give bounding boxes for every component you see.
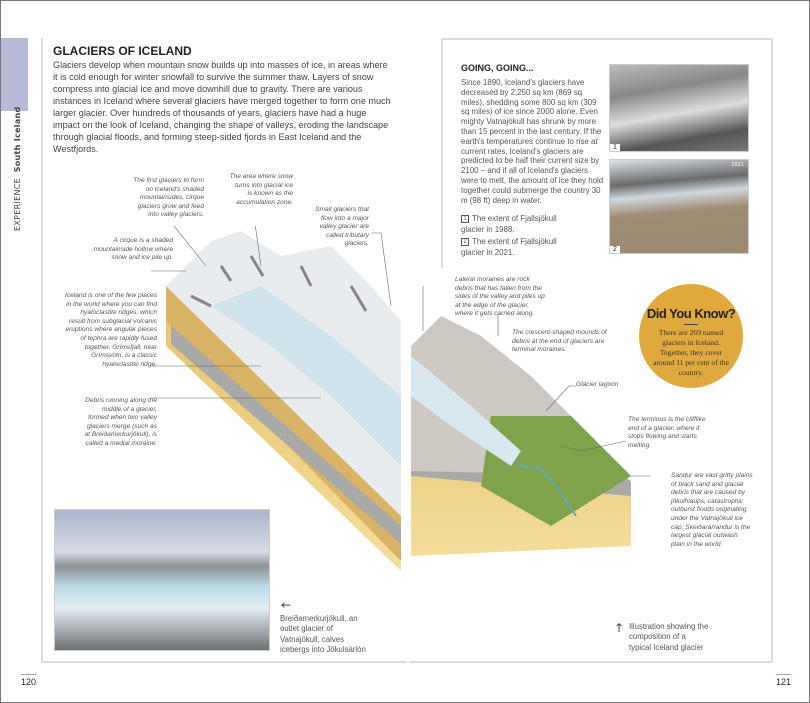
page-title: GLACIERS OF ICELAND — [53, 44, 192, 58]
arrow-left-icon: ← — [281, 598, 292, 612]
photo-year-label: 2021 — [731, 162, 744, 168]
arrow-up-icon: ↑ — [614, 621, 625, 635]
intro-text: Glaciers develop when mountain snow builds up into masses of ice, in areas where it is cold enough for winter snowfall to survive the summer thaw. Layers of snow compress into glacial ice and move downhill due to gravity. There are various instances in Iceland where several glaciers have merged together to form one much larger glacier. Over hundreds of thousands of years, glaciers have had a huge impact on the look of Iceland, changing the shape of valleys, eroding the landscape through glacial floods, and forming steep-sided fjords in East Iceland and the Westfjords. — [53, 60, 391, 154]
photo-number-2: 2 — [610, 246, 620, 253]
section-place: South Iceland — [13, 106, 22, 173]
page-number-left: 120 — [21, 674, 36, 687]
annotation-terminus: The terminus is the clifflike end of a glacier, where it stops flowing and starts melting. — [628, 416, 706, 449]
caption-text-1: The extent of Fjallsjökull glacier in 1988. — [461, 214, 557, 234]
annotation-sandur: Sandur are vast gritty plains of black sand and glacial debris that are caused by jökulhlaups, catastrophic outburst floods originating under the Vatnajökull ice cap. Skeiðarárrandur is the largest glacial outwash plain in the world. — [671, 472, 753, 548]
did-you-know-text: There are 269 named glaciers in Iceland. Together, they cover around 11 per cent of the country. — [653, 328, 729, 377]
caption-number-1: 1 — [461, 215, 469, 223]
photo-caption: Breiðamerkurjökull, an outlet glacier of Vatnajökull, calves icebergs into Jökulsárlón — [280, 614, 366, 655]
illustration-caption: Illustration showing the composition of a typical Iceland glacier — [629, 622, 709, 652]
caption-number-2: 2 — [461, 238, 469, 246]
photo-number-1: 1 — [610, 144, 620, 151]
annotation-terminal-moraines: The crescent-shaped mounds of debris at the end of glaciers are terminal moraines. — [512, 329, 607, 354]
section-category: EXPERIENCE — [13, 177, 22, 231]
page-number-right: 121 — [776, 674, 791, 687]
section-label — [13, 106, 27, 231]
caption-text-2: The extent of Fjallsjökull glacier in 2021. — [461, 237, 557, 257]
did-you-know-title: Did You Know? — [646, 306, 736, 321]
sidebar-title: GOING, GOING... — [461, 63, 534, 73]
photo-caption-1 — [461, 214, 581, 236]
annotation-accumulation-zone: The area where snow turns into glacial ice is known as the accumulation zone. — [229, 173, 293, 206]
photo-fjallsjokull-2021 — [609, 159, 749, 254]
sidebar-text: Since 1890, Iceland's glaciers have decreased by 2,250 sq km (869 sq miles), shedding some 800 sq km (309 sq miles) of ice since 2000 alone. Even mighty Vatnajökull has shrunk by more than 15 percent in the last century. If the earth's temperatures continue to rise at current rates, Iceland's glaciers are predicted to be half their current size by 2100 – and if all of Iceland's glaciers were to melt, the amount of ice they hold together could submerge the country 30 m (98 ft) deep in water. — [461, 78, 604, 205]
annotation-cirque: A cirque is a shaded mountainside hollow where snow and ice pile up. — [93, 237, 173, 262]
did-you-know-badge — [639, 284, 743, 388]
annotation-lateral-moraines: Lateral moraines are rock debris that has fallen from the sides of the valley and piles up at the edge of the glacier, where it gets carried along. — [455, 276, 545, 318]
annotation-tributary-glaciers: Small glaciers that flow into a major valley glacier are called tributary glaciers. — [315, 206, 369, 248]
photo-breidamerkurjokull — [54, 509, 270, 651]
annotation-cirque-glaciers: The first glaciers to form on Iceland's shaded mountainsides, cirque glaciers grow and feed into valley glaciers. — [133, 177, 204, 219]
section-tab — [1, 38, 28, 111]
photo-caption-2 — [461, 237, 581, 259]
photo-fjallsjokull-1988 — [609, 64, 749, 152]
annotation-medial-moraine: Debris running along the middle of a glacier, formed when two valley glaciers merge (such as at Breiðamerkurjökull), is called a medial moraine. — [84, 397, 157, 447]
annotation-glacier-lagoon: Glacier lagoon — [576, 381, 619, 388]
annotation-hyaloclastite: Iceland is one of the few places in the world where you can find hyaloclastite ridges, which result from subglacial volcanic eruptions where angular pieces of tephra are rapidly fused together. Grímsfjall, near Grímsvötn, is a classic hyaloclastite ridge. — [65, 292, 158, 368]
